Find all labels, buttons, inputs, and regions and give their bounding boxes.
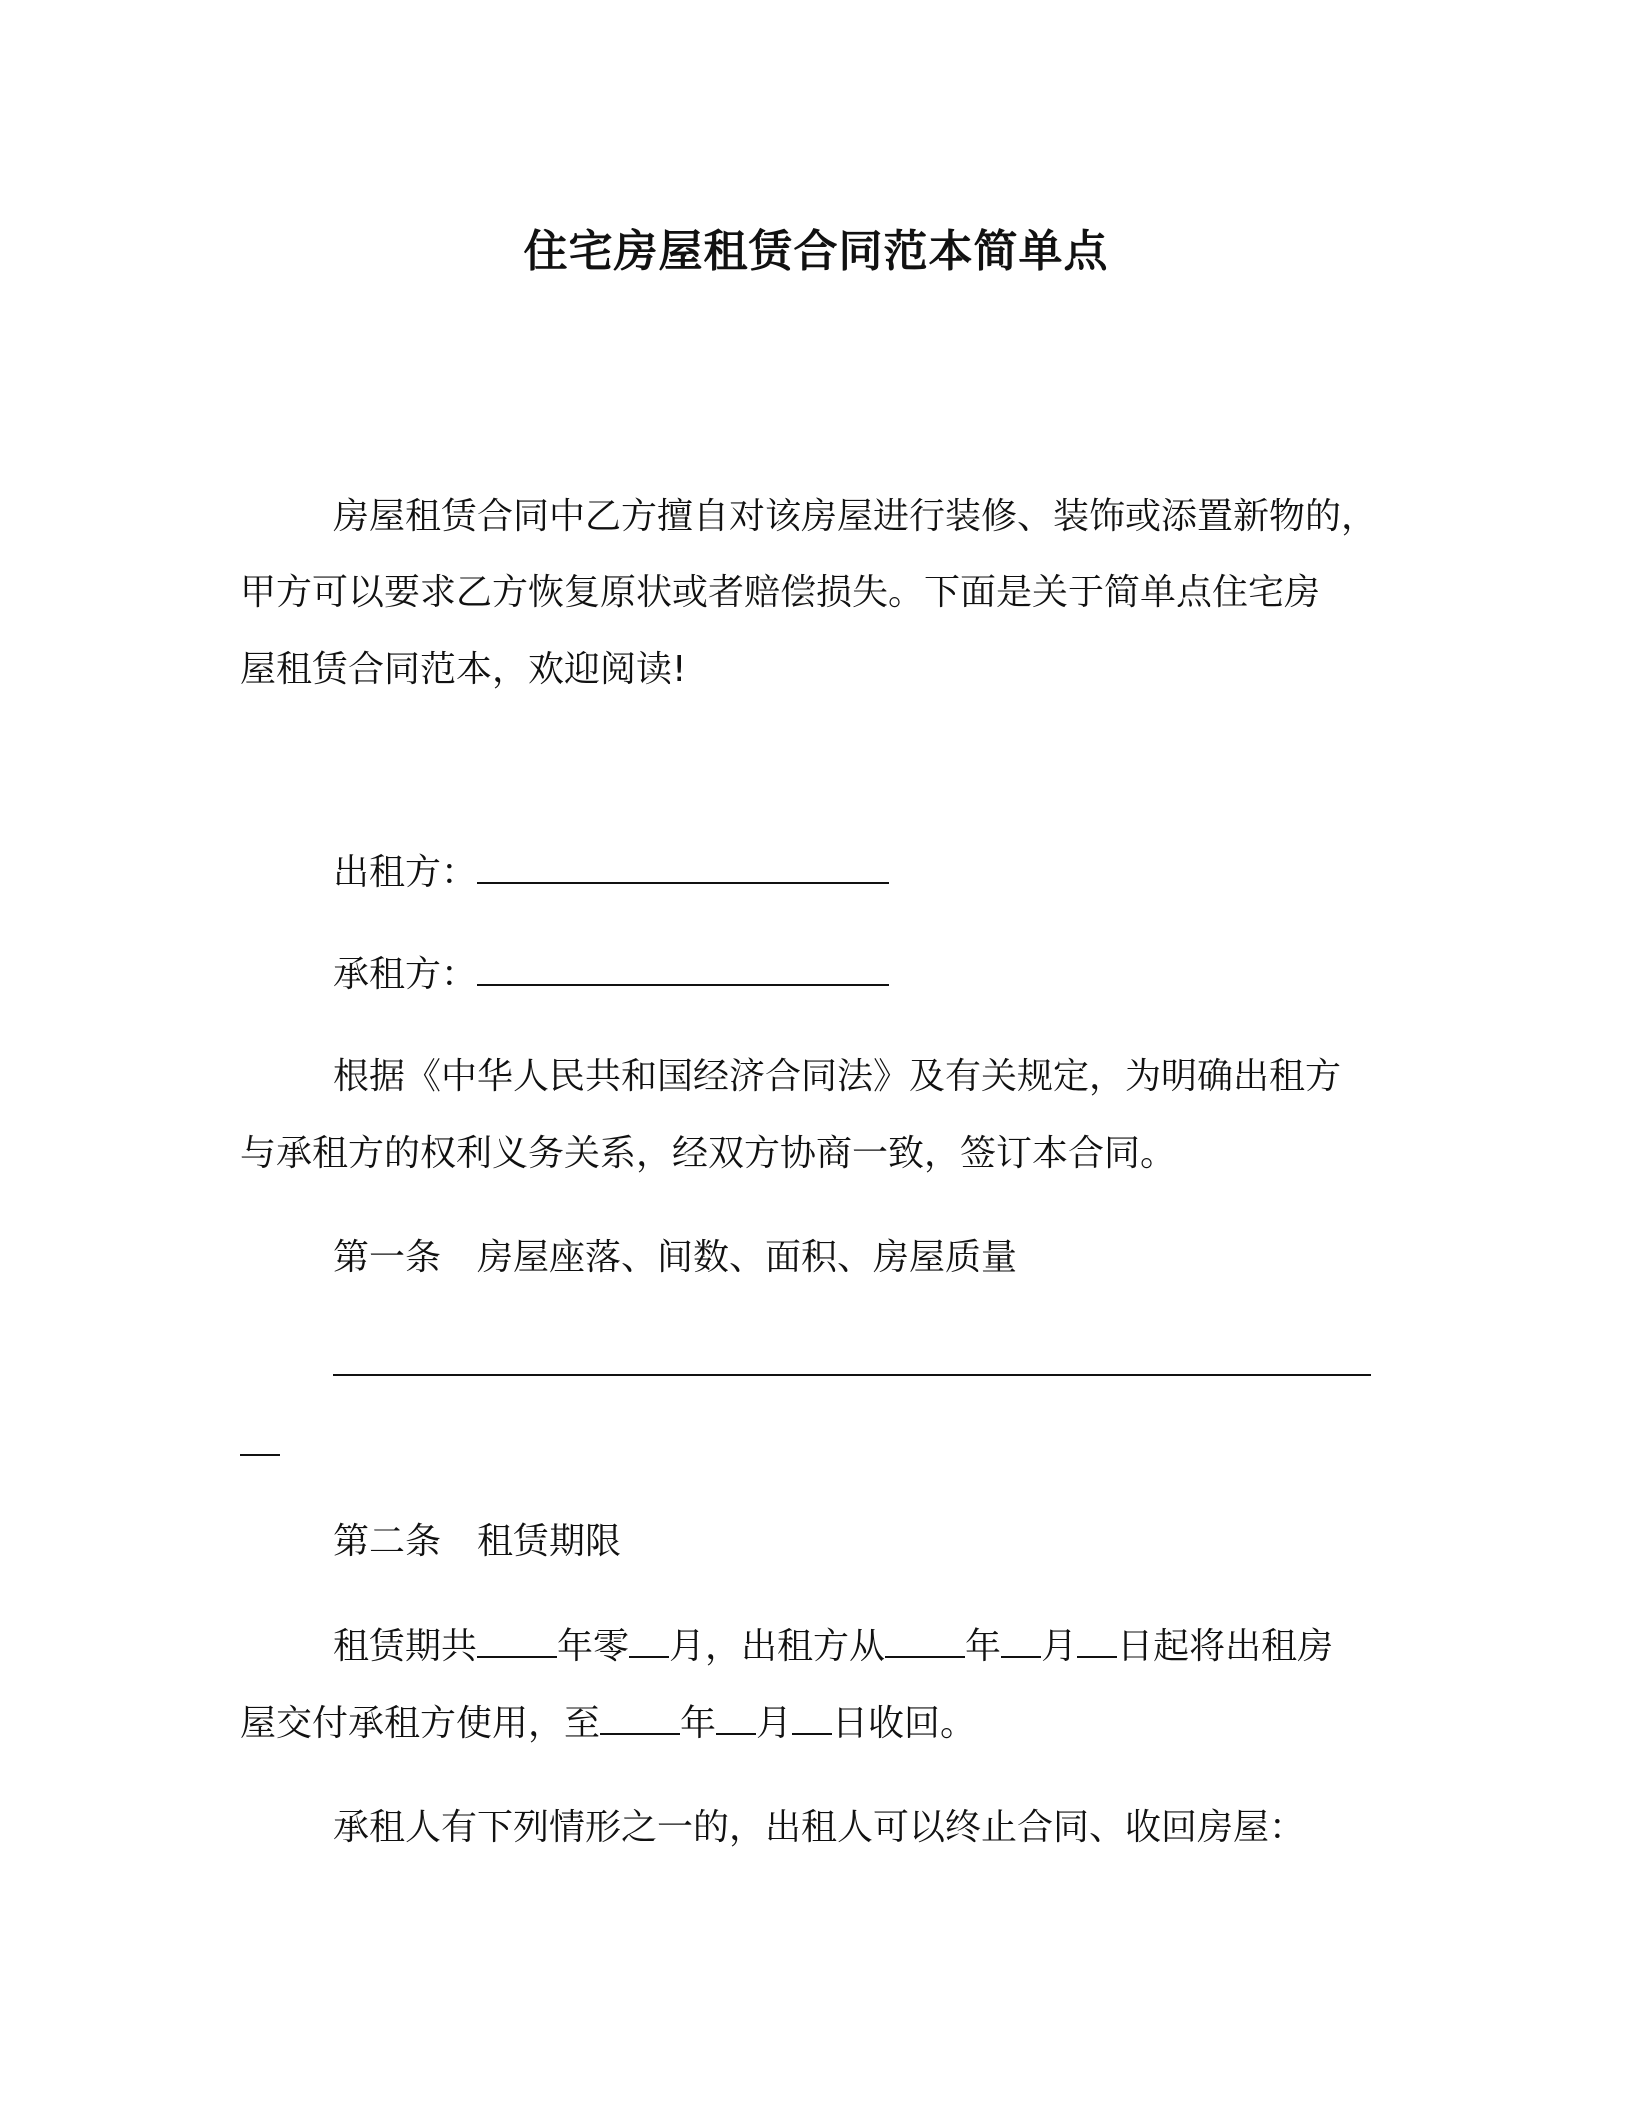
intro-line-1: 房屋租赁合同中乙方擅自对该房屋进行装修、装饰或添置新物的，: [333, 496, 1378, 537]
article2-term-line-1: [333, 1622, 1333, 1672]
term-years-blank: [477, 1626, 557, 1658]
article1-blank-line-2: [240, 1420, 280, 1470]
term-text-2: 年零: [557, 1626, 630, 1667]
start-year-blank: [885, 1626, 965, 1658]
intro-line-3: 屋租赁合同范本，欢迎阅读!: [240, 649, 687, 690]
lessee-label: 承租方：: [333, 954, 478, 995]
term-text-1: 租赁期共: [333, 1626, 478, 1667]
lessee-line: [333, 950, 889, 1000]
intro-line-2: 甲方可以要求乙方恢复原状或者赔偿损失。下面是关于简单点住宅房: [240, 572, 1321, 613]
term-text-5: 月: [1041, 1626, 1078, 1667]
basis-line-1: 根据《中华人民共和国经济合同法》及有关规定，为明确出租方: [333, 1056, 1342, 1097]
end-year-blank: [600, 1703, 680, 1735]
term-months-blank: [629, 1626, 669, 1658]
article1-blank-line-1: [333, 1340, 1371, 1390]
lessor-line: [333, 848, 889, 898]
lessor-blank: [477, 852, 889, 884]
term-text-9: 月: [756, 1703, 793, 1744]
article2-termination: 承租人有下列情形之一的，出租人可以终止合同、收回房屋：: [333, 1807, 1306, 1848]
article1-heading: 第一条 房屋座落、间数、面积、房屋质量: [333, 1237, 1018, 1278]
end-month-blank: [716, 1703, 756, 1735]
term-text-8: 年: [680, 1703, 717, 1744]
start-month-blank: [1001, 1626, 1041, 1658]
document-title: 住宅房屋租赁合同范本简单点: [523, 226, 1109, 277]
article1-blank-1: [333, 1344, 1371, 1376]
start-day-blank: [1077, 1626, 1117, 1658]
term-text-4: 年: [965, 1626, 1002, 1667]
term-text-3: 月，出租方从: [669, 1626, 886, 1667]
end-day-blank: [792, 1703, 832, 1735]
lessee-blank: [477, 954, 889, 986]
term-text-7: 屋交付承租方使用，至: [240, 1703, 601, 1744]
article1-blank-2: [240, 1424, 280, 1456]
article2-term-line-2: [240, 1699, 976, 1749]
term-text-10: 日收回。: [832, 1703, 977, 1744]
basis-line-2: 与承租方的权利义务关系，经双方协商一致，签订本合同。: [240, 1133, 1177, 1174]
article2-heading: 第二条 租赁期限: [333, 1521, 622, 1562]
term-text-6: 日起将出租房: [1117, 1626, 1334, 1667]
lessor-label: 出租方：: [333, 852, 478, 893]
